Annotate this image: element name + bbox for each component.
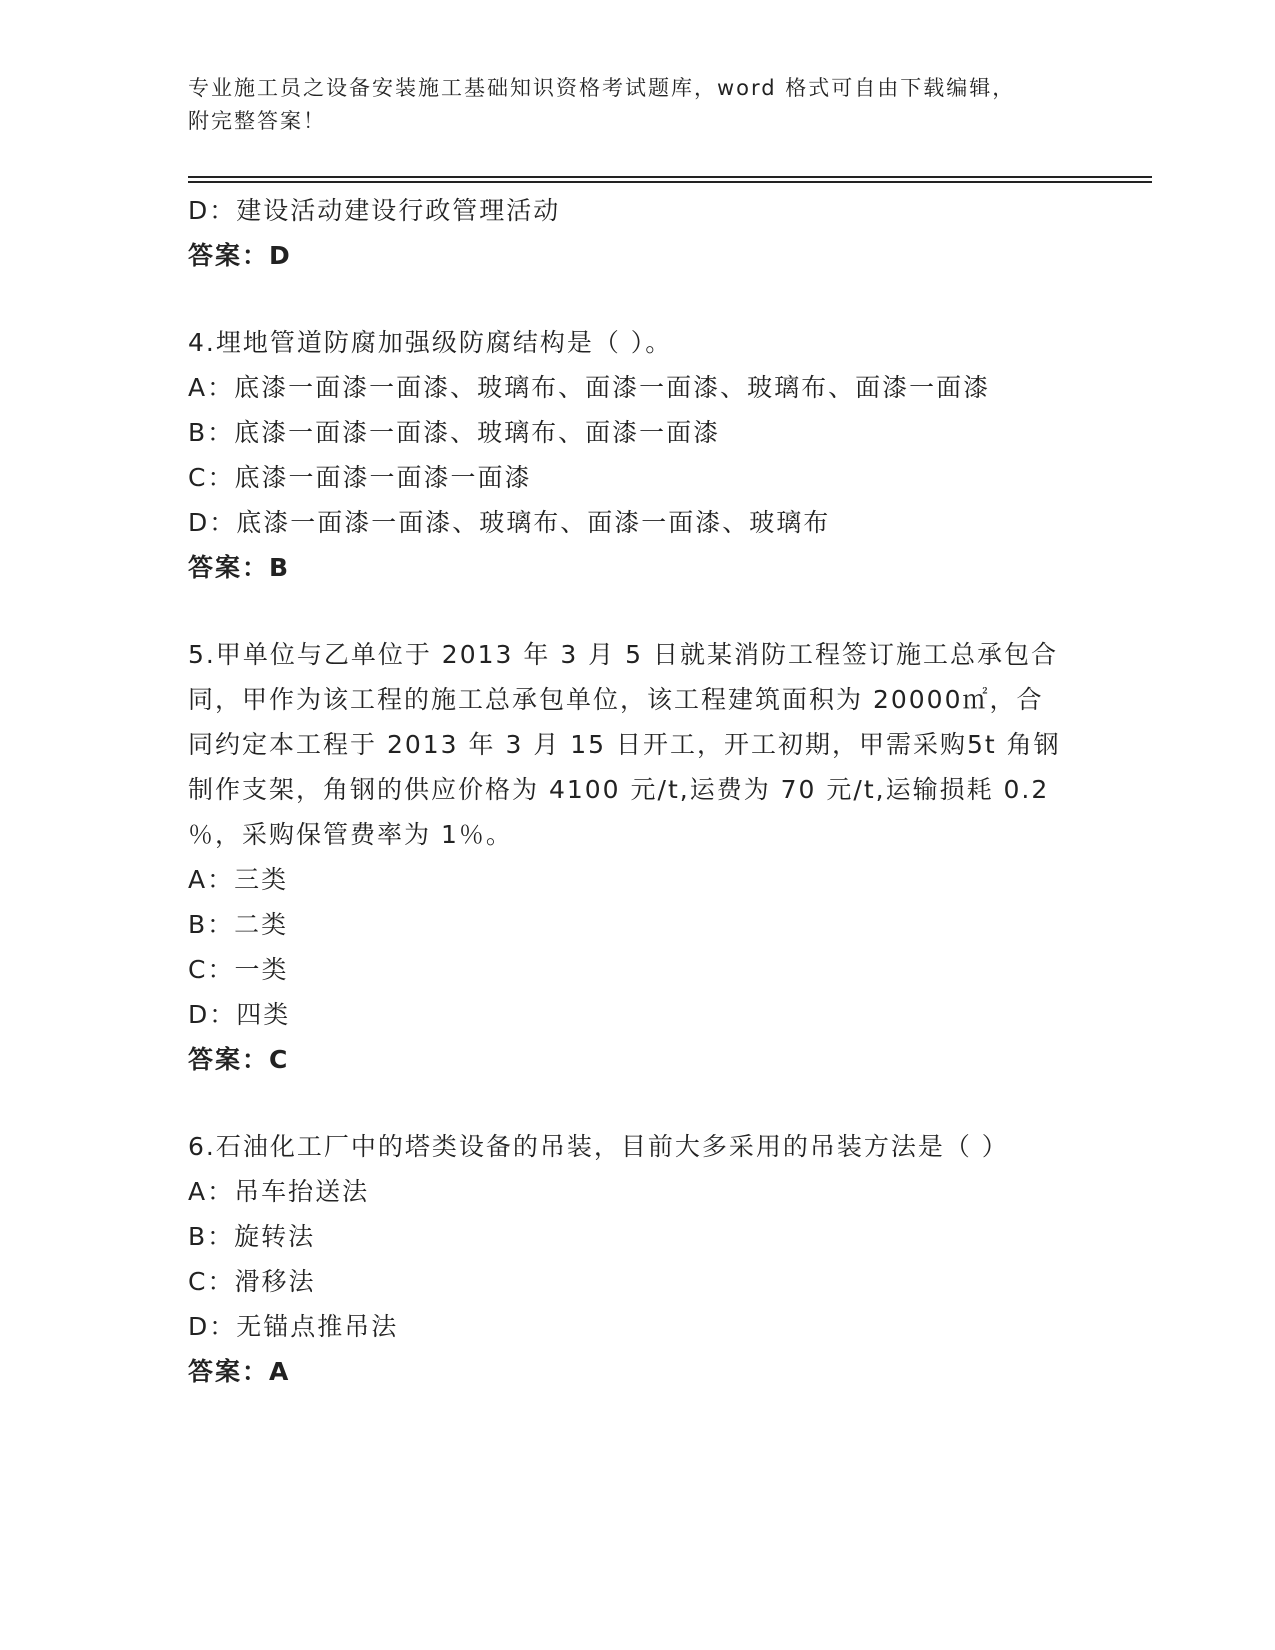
option-b: B：底漆一面漆一面漆、玻璃布、面漆一面漆: [188, 418, 721, 447]
question-text: 6.石油化工厂中的塔类设备的吊装，目前大多采用的吊装方法是（ ）: [188, 1132, 1009, 1161]
option-a: A：吊车抬送法: [188, 1177, 370, 1206]
answer-line: 答案：D: [188, 241, 292, 270]
option-d: D：四类: [188, 1000, 291, 1029]
question-text-line-2: 同，甲作为该工程的施工总承包单位，该工程建筑面积为 20000㎡，合: [188, 685, 1044, 714]
option-a: A：底漆一面漆一面漆、玻璃布、面漆一面漆、玻璃布、面漆一面漆: [188, 373, 991, 402]
question-block-3: [188, 188, 1088, 278]
question-text-line-1: 5.甲单位与乙单位于 2013 年 3 月 5 日就某消防工程签订施工总承包合: [188, 640, 1058, 669]
header-line-1: 专业施工员之设备安装施工基础知识资格考试题库，word 格式可自由下载编辑，: [188, 76, 1016, 100]
answer-line: 答案：C: [188, 1045, 290, 1074]
option-d: D：建设活动建设行政管理活动: [188, 196, 561, 225]
question-text-line-5: ％，采购保管费率为 1％。: [188, 820, 513, 849]
document-header: [188, 72, 1088, 138]
question-text-line-4: 制作支架，角钢的供应价格为 4100 元/t,运费为 70 元/t,运输损耗 0.2: [188, 775, 1050, 804]
question-text: 4.埋地管道防腐加强级防腐结构是（ ）。: [188, 328, 673, 357]
option-a: A：三类: [188, 865, 289, 894]
option-b: B：旋转法: [188, 1222, 316, 1251]
question-block-5: [188, 632, 1088, 1082]
answer-line: 答案：B: [188, 553, 291, 582]
question-block-4: [188, 320, 1088, 590]
answer-line: 答案：A: [188, 1357, 291, 1386]
option-c: C：底漆一面漆一面漆一面漆: [188, 463, 532, 492]
question-block-6: [188, 1124, 1088, 1394]
option-c: C：滑移法: [188, 1267, 316, 1296]
option-b: B：二类: [188, 910, 289, 939]
header-divider-top: [188, 176, 1152, 178]
header-divider-bottom: [188, 181, 1152, 183]
header-line-2: 附完整答案！: [188, 109, 326, 133]
option-d: D：无锚点推吊法: [188, 1312, 399, 1341]
question-list: [188, 188, 1088, 1394]
option-c: C：一类: [188, 955, 289, 984]
question-text-line-3: 同约定本工程于 2013 年 3 月 15 日开工，开工初期，甲需采购5t 角钢: [188, 730, 1061, 759]
option-d: D：底漆一面漆一面漆、玻璃布、面漆一面漆、玻璃布: [188, 508, 831, 537]
